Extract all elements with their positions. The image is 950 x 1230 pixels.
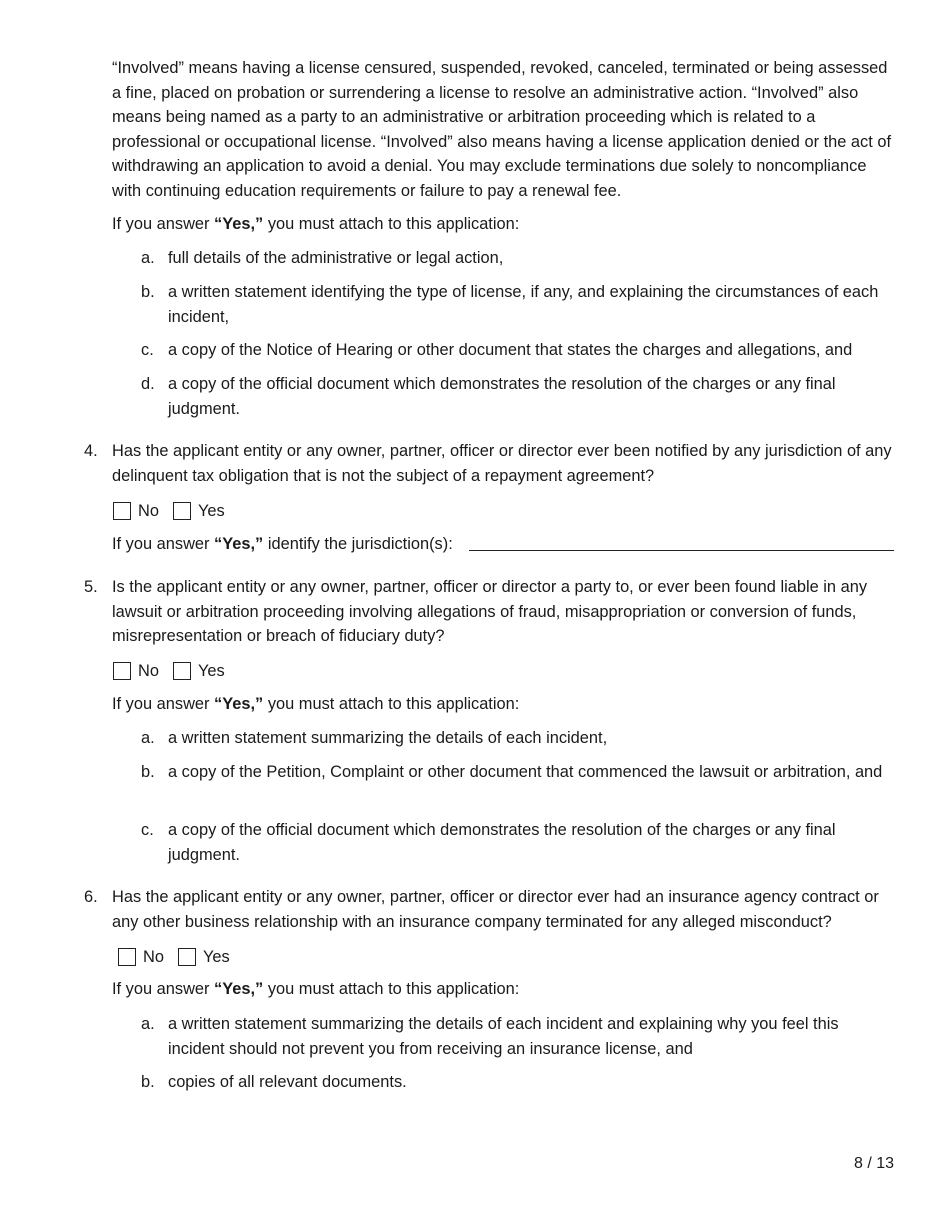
involved-definition-paragraph: “Involved” means having a license censured, suspended, revoked, canceled, terminated or being assessed a fine, placed on probation or surrendering a license to resolve an administrative action. “Involved” also means being named as a party to an administrative or arbitration proceeding which is related to a professional or occupational license. “Involved” also means having a license application denied or the act of withdrawing an application to avoid a denial. You may exclude terminations due solely to noncompliance with continuing education requirements or failure to pay a renewal fee. bbox=[112, 59, 892, 200]
q6-if-yes-instruction: If you answer “Yes,” you must attach to this application: bbox=[112, 980, 520, 998]
page-number: 8 / 13 bbox=[853, 1155, 894, 1172]
intro-list-item: b. a written statement identifying the type of license, if any, and explaining the circumstances of each incident, bbox=[141, 283, 879, 326]
q6-no-checkbox[interactable] bbox=[118, 948, 136, 966]
q5-yes-label: Yes bbox=[197, 662, 225, 680]
q4-if-yes-instruction: If you answer “Yes,” identify the jurisdiction(s): bbox=[112, 535, 453, 553]
q4-answer-options bbox=[113, 499, 239, 524]
question-5: 5. Is the applicant entity or any owner, partner, officer or director a party to, or ever been found liable in any lawsuit or arbitration proceeding involving allegations of fraud, misappropriation or conversion of funds, misrepresentation or breach of fiduciary duty? bbox=[84, 578, 868, 645]
intro-list-item: d. a copy of the official document which demonstrates the resolution of the charges or any final judgment. bbox=[141, 375, 836, 418]
q4-jurisdiction-input[interactable] bbox=[469, 550, 894, 551]
q4-yes-label: Yes bbox=[197, 502, 225, 520]
q5-if-yes-instruction: If you answer “Yes,” you must attach to this application: bbox=[112, 695, 520, 713]
question-6: 6. Has the applicant entity or any owner, partner, officer or director ever had an insurance agency contract or any other business relationship with an insurance company terminated for any alleged misconduct? bbox=[84, 888, 879, 931]
q6-list-item: a. a written statement summarizing the details of each incident and explaining why you feel this incident should not prevent you from receiving an insurance license, and bbox=[141, 1015, 839, 1058]
q4-no-checkbox[interactable] bbox=[113, 502, 131, 520]
intro-if-yes-instruction: If you answer “Yes,” you must attach to this application: bbox=[112, 215, 520, 233]
q6-yes-label: Yes bbox=[202, 948, 230, 966]
q4-yes-checkbox[interactable] bbox=[173, 502, 191, 520]
q6-list-item: b. copies of all relevant documents. bbox=[141, 1073, 407, 1091]
question-4: 4. Has the applicant entity or any owner, partner, officer or director ever been notified by any jurisdiction of any delinquent tax obligation that is not the subject of a repayment agreement? bbox=[84, 442, 892, 485]
q5-yes-checkbox[interactable] bbox=[173, 662, 191, 680]
intro-list-item: a. full details of the administrative or legal action, bbox=[141, 249, 504, 267]
q5-list-item: b. a copy of the Petition, Complaint or other document that commenced the lawsuit or arbitration, and bbox=[141, 763, 883, 781]
q6-answer-options bbox=[118, 945, 244, 970]
q5-no-checkbox[interactable] bbox=[113, 662, 131, 680]
q5-list-item: a. a written statement summarizing the details of each incident, bbox=[141, 729, 608, 747]
intro-list-item: c. a copy of the Notice of Hearing or other document that states the charges and allegations, and bbox=[141, 341, 853, 359]
q5-no-label: No bbox=[138, 662, 159, 680]
q5-answer-options bbox=[113, 659, 239, 684]
q5-list-item: c. a copy of the official document which demonstrates the resolution of the charges or any final judgment. bbox=[141, 821, 836, 864]
q6-yes-checkbox[interactable] bbox=[178, 948, 196, 966]
q4-no-label: No bbox=[138, 502, 159, 520]
q6-no-label: No bbox=[143, 948, 164, 966]
